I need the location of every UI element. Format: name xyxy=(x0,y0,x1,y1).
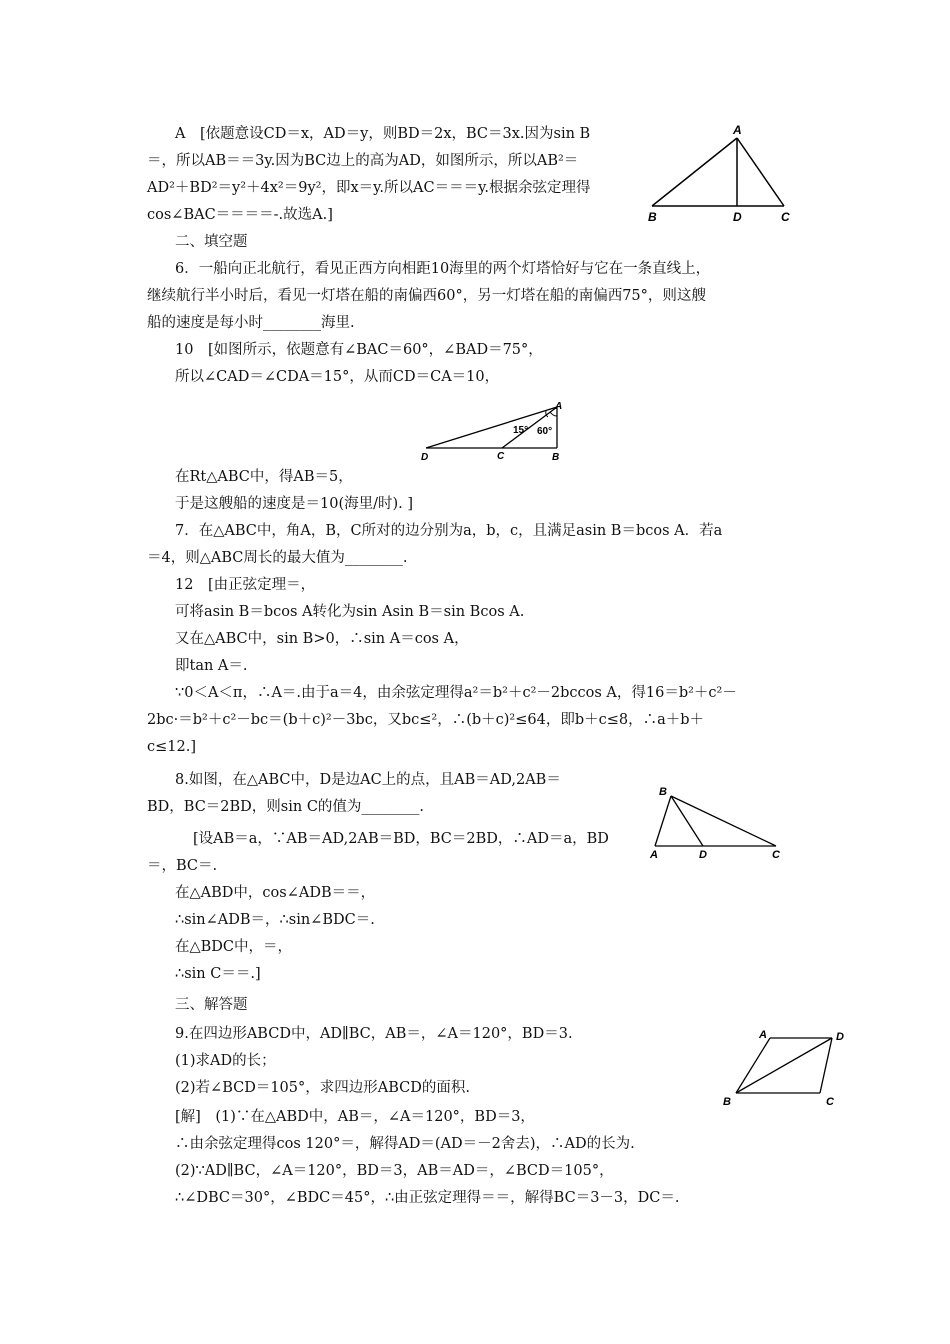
figure-lighthouse xyxy=(418,395,568,465)
vertex-label-b: B xyxy=(723,1096,731,1108)
text-line: A [依题意设CD＝x，AD＝y，则BD＝2x，BC＝3x.因为sin B xyxy=(175,126,591,142)
text-line: 可将asin B＝bcos A转化为sin Asin B＝sin Bcos A. xyxy=(175,604,525,620)
section-heading: 二、填空题 xyxy=(175,234,248,250)
text-line: 7．在△ABC中，角A，B，C所对的边分别为a，b，c，且满足asin B＝bcos A．若a xyxy=(175,523,723,539)
vertex-label-d: D xyxy=(421,452,429,463)
text-line: ＝，BC＝. xyxy=(147,858,218,874)
vertex-label-b: B xyxy=(648,210,657,224)
vertex-label-c: C xyxy=(826,1096,834,1108)
text-line: cos∠BAC＝＝＝＝-.故选A.] xyxy=(147,207,333,223)
text-line: ∴sin C＝＝.] xyxy=(175,966,261,982)
vertex-label-d: D xyxy=(836,1031,844,1043)
vertex-label-c: C xyxy=(497,451,505,462)
text-line: 即tan A＝. xyxy=(175,658,248,674)
section-heading: 三、解答题 xyxy=(175,997,248,1013)
text-line: ∵0＜A＜π，∴A＝.由于a＝4，由余弦定理得a²＝b²＋c²－2bccos A，得16＝b²＋c²－ xyxy=(175,685,737,701)
angle-label-60: 60° xyxy=(537,426,553,437)
text-line: 9.在四边形ABCD中，AD∥BC，AB＝，∠A＝120°，BD＝3. xyxy=(175,1026,573,1042)
figure-triangle-point-d xyxy=(645,780,790,862)
text-line: 6．一船向正北航行，看见正西方向相距10海里的两个灯塔恰好与它在一条直线上， xyxy=(175,261,711,277)
vertex-label-a: A xyxy=(650,849,658,861)
text-line: 继续航行半小时后，看见一灯塔在船的南偏西60°，另一灯塔在船的南偏西75°，则这艘 xyxy=(147,288,706,304)
text-line: c≤12.] xyxy=(147,739,196,755)
vertex-label-b: B xyxy=(659,786,667,798)
vertex-label-c: C xyxy=(781,210,790,224)
text-line: ＝，所以AB＝＝3y.因为BC边上的高为AD，如图所示，所以AB²＝ xyxy=(147,153,579,169)
text-line: 于是这艘船的速度是＝10(海里/时). ] xyxy=(175,496,414,512)
text-line: AD²＋BD²＝y²＋4x²＝9y²，即x＝y.所以AC＝＝＝y.根据余弦定理得 xyxy=(147,180,591,196)
vertex-label-b: B xyxy=(552,452,560,463)
vertex-label-a: A xyxy=(733,123,742,137)
text-line: 8.如图，在△ABC中，D是边AC上的点，且AB＝AD,2AB＝ xyxy=(175,772,561,788)
text-line: 2bc·＝b²＋c²－bc＝(b＋c)²－3bc，又bc≤²，∴(b＋c)²≤64，即b＋c≤8，∴a＋b＋ xyxy=(147,712,705,728)
text-line: (2)∵AD∥BC，∠A＝120°，BD＝3，AB＝AD＝，∠BCD＝105°， xyxy=(175,1163,614,1179)
text-line: ∴由余弦定理得cos 120°＝，解得AD＝(AD＝－2舍去)，∴AD的长为. xyxy=(175,1136,635,1152)
text-line: BD，BC＝2BD，则sin C的值为________. xyxy=(147,799,425,815)
text-line: [设AB＝a，∵AB＝AD,2AB＝BD，BC＝2BD，∴AD＝a，BD xyxy=(193,831,609,847)
text-line: ＝4，则△ABC周长的最大值为________. xyxy=(147,550,408,566)
text-line: (1)求AD的长； xyxy=(175,1053,276,1069)
angle-label-15: 15° xyxy=(513,425,529,436)
text-line: 所以∠CAD＝∠CDA＝15°，从而CD＝CA＝10， xyxy=(175,369,500,385)
text-line: 在△BDC中，＝， xyxy=(175,939,293,955)
text-line: 又在△ABC中，sin B>0，∴sin A＝cos A， xyxy=(175,631,469,647)
figure-quadrilateral xyxy=(720,1025,855,1109)
text-line: ∴sin∠ADB＝，∴sin∠BDC＝. xyxy=(175,912,375,928)
text-line: 12 [由正弦定理＝， xyxy=(175,577,316,593)
vertex-label-a: A xyxy=(759,1029,767,1041)
text-line: 在△ABD中，cos∠ADB＝＝， xyxy=(175,885,376,901)
vertex-label-d: D xyxy=(699,849,707,861)
vertex-label-d: D xyxy=(733,210,742,224)
text-line: ∴∠DBC＝30°，∠BDC＝45°，∴由正弦定理得＝＝，解得BC＝3－3，DC＝. xyxy=(175,1190,680,1206)
figure-triangle-altitude xyxy=(640,122,810,226)
text-line: 10 [如图所示，依题意有∠BAC＝60°，∠BAD＝75°， xyxy=(175,342,543,358)
vertex-label-c: C xyxy=(772,849,780,861)
text-line: 船的速度是每小时________海里. xyxy=(147,315,355,331)
text-line: [解] (1)∵在△ABD中，AB＝，∠A＝120°，BD＝3， xyxy=(175,1109,535,1125)
text-line: 在Rt△ABC中，得AB＝5， xyxy=(175,469,353,485)
text-line: (2)若∠BCD＝105°，求四边形ABCD的面积. xyxy=(175,1080,470,1096)
vertex-label-a: A xyxy=(555,401,563,412)
